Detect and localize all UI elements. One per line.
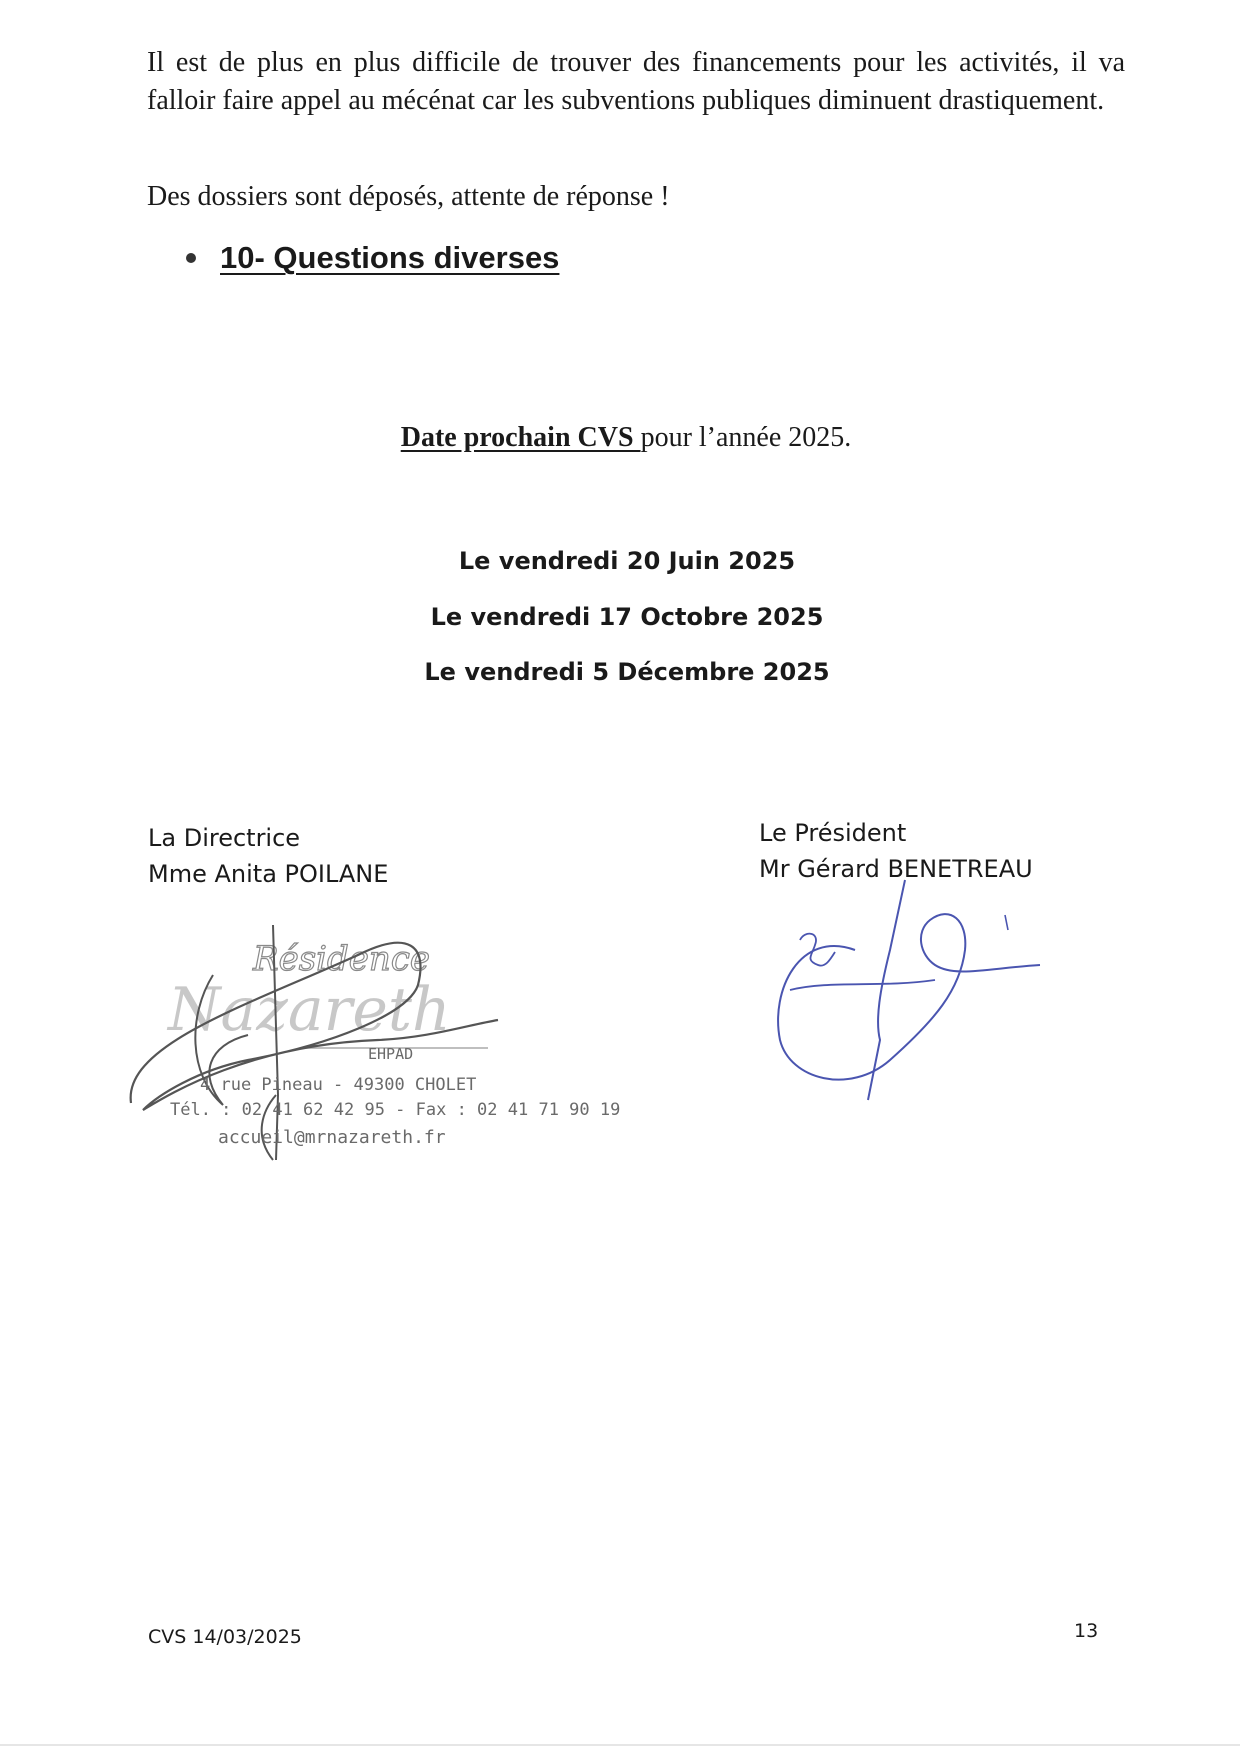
footer-doc-ref: CVS 14/03/2025 xyxy=(148,1626,302,1648)
next-meeting-line xyxy=(0,419,1240,457)
signature-block-director xyxy=(148,820,388,892)
page-number: 13 xyxy=(1074,1620,1099,1642)
signature-stroke xyxy=(790,980,935,990)
signature-stroke xyxy=(868,880,905,1100)
signatory-role: La Directrice xyxy=(148,824,301,852)
stamp-line: accueil@mrnazareth.fr xyxy=(218,1127,446,1148)
next-meeting-label: Date prochain CVS xyxy=(400,422,641,453)
next-meeting-text: pour l’année 2025. xyxy=(640,422,852,453)
section-heading xyxy=(186,238,559,278)
stamp-line: 4 rue Pineau - 49300 CHOLET xyxy=(200,1075,477,1095)
institution-stamp xyxy=(128,895,621,1195)
signatory-name: Mme Anita POILANE xyxy=(148,860,389,888)
bullet-icon xyxy=(186,253,196,263)
stamp-nazareth-text: Nazareth xyxy=(168,975,451,1045)
meeting-date: Le vendredi 5 Décembre 2025 xyxy=(424,658,830,686)
stamp-line: EHPAD xyxy=(368,1045,414,1063)
body-paragraph: Il est de plus en plus difficile de trouver des financements pour les activités, il va falloir faire appel au mécénat car les subventions publiques diminuent drastiquement. xyxy=(147,47,1125,116)
signatory-name: Mr Gérard BENETREAU xyxy=(759,855,1033,883)
stamp-line: Tél. : 02 41 62 42 95 - Fax : 02 41 71 90 19 xyxy=(170,1100,621,1120)
meeting-date: Le vendredi 17 Octobre 2025 xyxy=(430,603,824,631)
stamp-residence-text: Résidence xyxy=(253,939,430,979)
body-paragraph-2: Des dossiers sont déposés, attente de réponse ! xyxy=(147,181,670,212)
stamp-signature-drawing xyxy=(128,895,528,1195)
page-bottom-edge xyxy=(0,1744,1240,1746)
section-title: 10- Questions diverses xyxy=(220,240,560,275)
meeting-date: Le vendredi 20 Juin 2025 xyxy=(458,547,796,575)
signature-stroke xyxy=(778,914,1040,1080)
signature-tick xyxy=(1005,915,1008,930)
signatory-role: Le Président xyxy=(759,819,907,847)
president-signature xyxy=(760,870,1050,1110)
